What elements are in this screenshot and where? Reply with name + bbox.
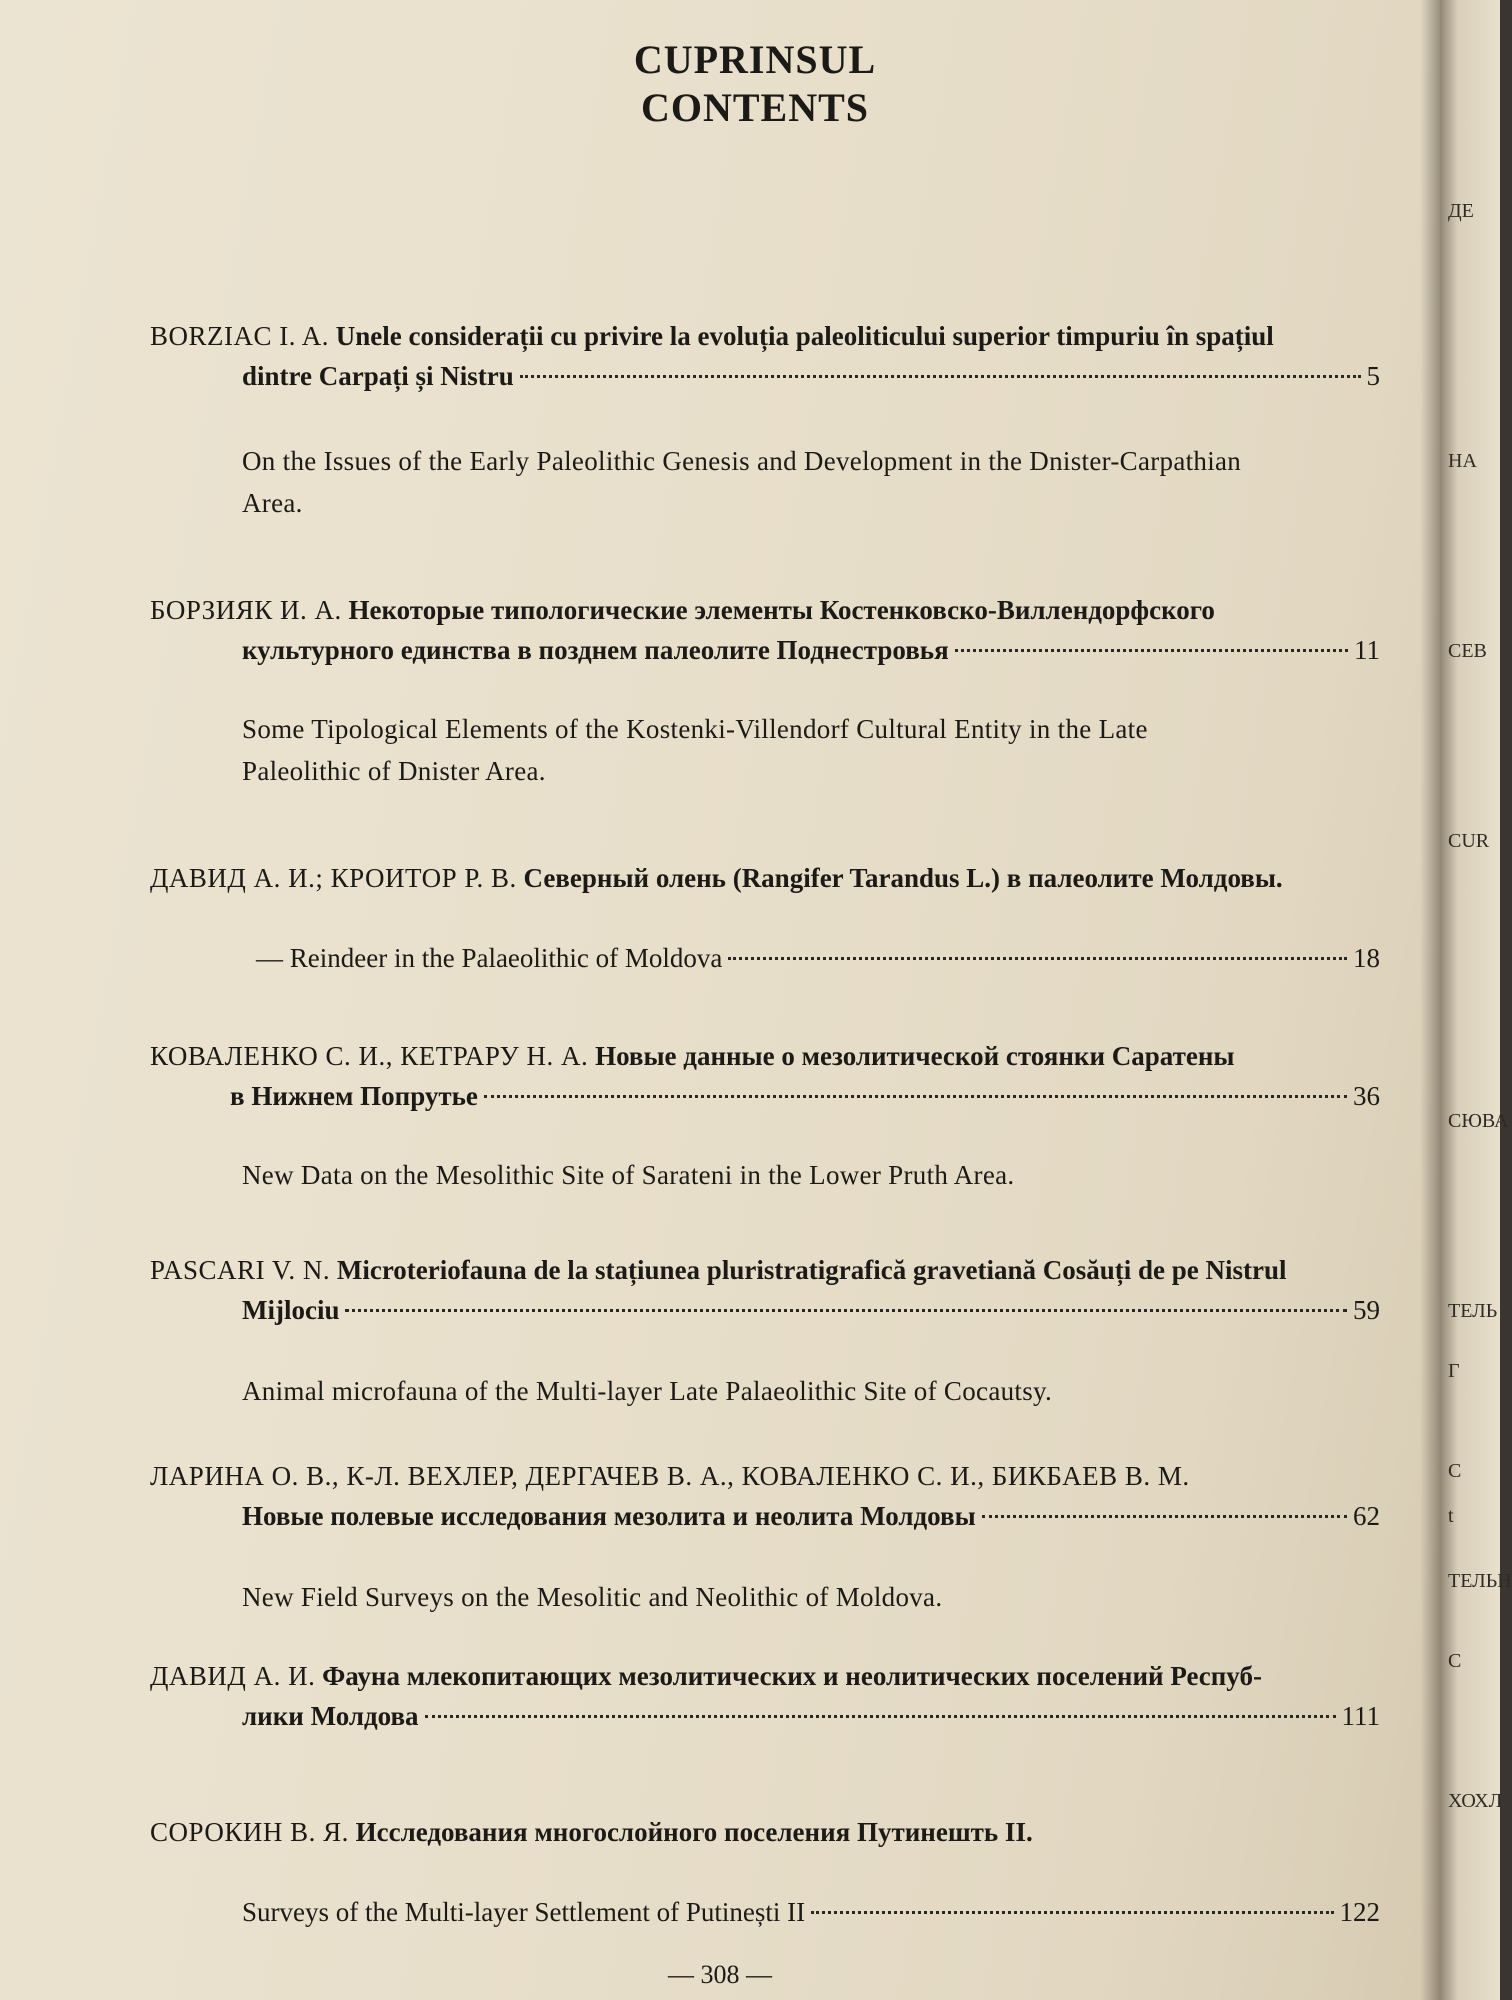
entry-page: 122 (1339, 1897, 1380, 1927)
dot-leader (425, 1715, 1336, 1718)
next-page-edge (1440, 0, 1512, 2000)
entry-title: Исследования многослойного поселения Путинешть II. (355, 1817, 1033, 1847)
entry-page: 62 (1353, 1501, 1380, 1531)
next-page-fragment: t (1448, 1505, 1454, 1527)
entry-page: 18 (1353, 943, 1380, 973)
entry-translation: On the Issues of the Early Paleolithic Genesis and Development in the Dnister-Carpathian (242, 446, 1242, 476)
entry-title-cont: dintre Carpați și Nistru (242, 361, 514, 391)
entry-translation-cont: Area. (242, 488, 303, 518)
entry-author: СОРОКИН В. Я. (150, 1817, 349, 1847)
entry-author: БОРЗИЯК И. А. (150, 595, 342, 625)
page-gutter-shadow (1420, 0, 1442, 2000)
entry-page: 111 (1341, 1701, 1380, 1731)
entry-title-cont: культурного единства в позднем палеолите Поднестровья (242, 635, 949, 665)
entry-translation: — Reindeer in the Palaeolithic of Moldova (256, 943, 723, 973)
next-page-fragment: НА (1448, 450, 1477, 472)
entry-page: 59 (1353, 1295, 1380, 1325)
entry-title: Unele considerații cu privire la evoluția paleoliticului superior timpuriu în spațiul (335, 321, 1274, 351)
header-title-ro: CUPRINSUL (633, 37, 877, 82)
entry-title: Новые данные о мезолитической стоянки Саратены (595, 1041, 1235, 1071)
next-page-fragment: CUR (1448, 830, 1490, 852)
entry-title: Фауна млекопитающих мезолитических и неолитических поселений Респуб- (322, 1661, 1262, 1691)
toc-entry (150, 858, 1380, 978)
entry-author: ДАВИД А. И. (150, 1661, 316, 1691)
entry-translation: Some Tipological Elements of the Kostenki-Villendorf Cultural Entity in the Late (242, 714, 1148, 744)
next-page-fragment: СЕВ (1448, 640, 1487, 662)
entry-title: Некоторые типологические элементы Костенковско-Виллендорфского (348, 595, 1215, 625)
entry-page: 36 (1353, 1081, 1380, 1111)
next-page-fragment: СЮВА (1448, 1110, 1509, 1132)
dot-leader (345, 1309, 1347, 1312)
next-page-fragment: С (1448, 1460, 1462, 1482)
entry-title-cont: лики Молдова (242, 1701, 419, 1731)
next-page-fragment: ДЕ (1448, 200, 1474, 222)
dot-leader (982, 1515, 1347, 1518)
dot-leader (728, 957, 1347, 960)
dot-leader (955, 649, 1348, 652)
entry-translation: New Field Surveys on the Mesolitic and Neolithic of Moldova. (242, 1582, 943, 1612)
toc-entry (150, 1812, 1380, 1932)
entry-translation: Surveys of the Multi-layer Settlement of Putinești II (242, 1897, 806, 1927)
entry-title: Новые полевые исследования мезолита и неолита Молдовы (242, 1501, 976, 1531)
entry-title-cont: Mijlociu (242, 1295, 340, 1325)
entry-translation-cont: Paleolithic of Dnister Area. (242, 756, 546, 786)
next-page-fragment: ТЕЛЬН (1448, 1570, 1512, 1592)
entry-author: ДАВИД А. И.; КРОИТОР Р. В. (150, 863, 517, 893)
entry-author: КОВАЛЕНКО С. И., КЕТРАРУ Н. А. (150, 1041, 589, 1071)
toc-entry (150, 590, 1380, 792)
entry-author: BORZIAC I. A. (150, 321, 330, 351)
dot-leader (520, 375, 1361, 378)
entry-title: Microteriofauna de la stațiunea pluristratigrafică gravetiană Cosăuți de pe Nistrul (336, 1255, 1287, 1285)
entry-author: ЛАРИНА О. В., К-Л. ВЕХЛЕР, ДЕРГАЧЕВ В. А., КОВАЛЕНКО С. И., БИКБАЕВ В. М. (150, 1461, 1190, 1491)
next-page-fragment: ТЕЛЬ (1448, 1300, 1498, 1322)
entry-title-cont: в Нижнем Попрутье (230, 1081, 478, 1111)
toc-entry (150, 1656, 1380, 1736)
toc-entry (150, 316, 1380, 524)
entry-translation: New Data on the Mesolithic Site of Sarateni in the Lower Pruth Area. (242, 1160, 1015, 1190)
entry-translation: Animal microfauna of the Multi-layer Late Palaeolithic Site of Cocautsy. (242, 1376, 1053, 1406)
entry-page: 5 (1366, 361, 1380, 391)
toc-entry (150, 1036, 1380, 1196)
page-number: — 308 — (668, 1960, 772, 1989)
next-page-fragment: ХОХЛ (1448, 1790, 1503, 1812)
next-page-fragment: С (1448, 1650, 1462, 1672)
next-page-fragment: Г (1448, 1360, 1460, 1382)
entry-page: 11 (1354, 635, 1380, 665)
entry-title: Северный олень (Rangifer Tarandus L.) в палеолите Молдовы. (523, 863, 1283, 893)
dot-leader (811, 1911, 1333, 1914)
header-title-en: CONTENTS (640, 85, 870, 130)
entry-author: PASCARI V. N. (150, 1255, 331, 1285)
toc-entry (150, 1456, 1380, 1618)
dot-leader (484, 1095, 1347, 1098)
toc-entry (150, 1250, 1380, 1412)
